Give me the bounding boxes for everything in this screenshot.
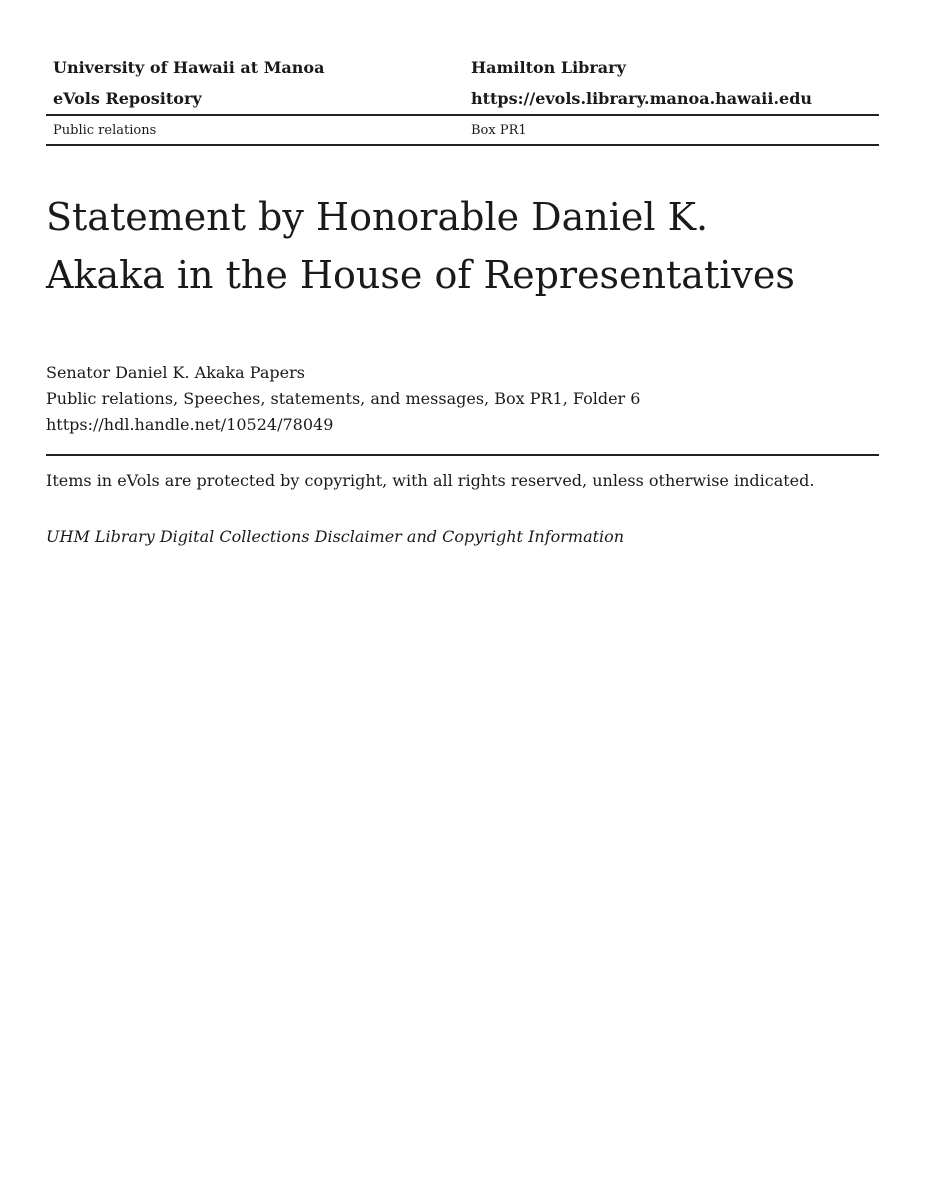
institution-name: University of Hawaii at Manoa [53, 58, 325, 77]
section-divider [46, 454, 879, 456]
series-path: Public relations, Speeches, statements, and messages, Box PR1, Folder 6 [46, 389, 641, 408]
document-metadata [46, 360, 640, 438]
handle-link[interactable]: https://hdl.handle.net/10524/78049 [46, 415, 334, 434]
document-title [46, 188, 879, 304]
rights-statement: Items in eVols are protected by copyright, with all rights reserved, unless otherwise indicated. [46, 471, 815, 490]
header-row-2 [46, 83, 879, 114]
header-row-3 [46, 116, 879, 144]
library-name: Hamilton Library [471, 58, 626, 77]
collection-category: Public relations [53, 122, 157, 138]
header-table [46, 52, 879, 146]
repository-url-link[interactable]: https://evols.library.manoa.hawaii.edu [471, 89, 813, 108]
disclaimer-link[interactable]: UHM Library Digital Collections Disclaimer and Copyright Information [46, 527, 625, 546]
header-row-1 [46, 52, 879, 83]
title-line-2: Akaka in the House of Representatives [46, 253, 795, 297]
box-label: Box PR1 [471, 122, 527, 138]
title-line-1: Statement by Honorable Daniel K. [46, 195, 709, 239]
header-rule-bottom [46, 144, 879, 146]
collection-name: Senator Daniel K. Akaka Papers [46, 363, 305, 382]
repository-name: eVols Repository [53, 89, 202, 108]
